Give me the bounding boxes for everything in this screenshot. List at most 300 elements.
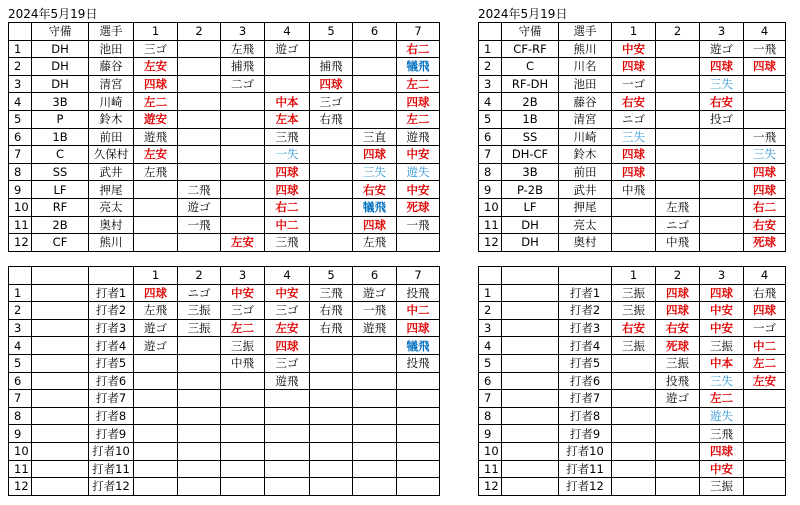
result-cell: 左二	[221, 319, 265, 337]
date-label-left: 2024年5月19日	[8, 7, 98, 21]
result-cell: 中二	[744, 337, 786, 355]
batter-table-left	[8, 266, 440, 496]
position-cell	[32, 372, 89, 390]
row-number: 10	[9, 442, 32, 460]
position-cell	[32, 337, 89, 355]
row-number: 5	[479, 110, 502, 128]
result-cell: 捕飛	[310, 58, 353, 76]
result-cell	[221, 198, 265, 216]
position-cell	[32, 442, 89, 460]
player-cell: 打者12	[89, 478, 134, 496]
result-cell	[612, 198, 656, 216]
result-cell	[397, 234, 440, 252]
result-cell	[353, 390, 397, 408]
result-cell: 四球	[700, 58, 744, 76]
result-cell	[310, 407, 353, 425]
result-cell	[178, 40, 221, 58]
table-row	[479, 216, 786, 234]
result-cell	[178, 93, 221, 111]
row-number: 11	[479, 216, 502, 234]
result-cell: 左二	[700, 390, 744, 408]
column-header: 6	[353, 267, 397, 285]
player-cell: 打者10	[559, 442, 612, 460]
column-header	[9, 23, 32, 41]
table-row	[9, 302, 440, 320]
result-cell: 四球	[265, 181, 310, 199]
table-row	[9, 198, 440, 216]
player-cell: 清宮	[89, 75, 134, 93]
table-row	[9, 93, 440, 111]
table-row	[479, 478, 786, 496]
result-cell: 一飛	[744, 40, 786, 58]
result-cell	[612, 216, 656, 234]
player-cell: 武井	[559, 181, 612, 199]
result-cell	[221, 390, 265, 408]
result-cell: 中安	[700, 302, 744, 320]
column-header: 5	[310, 23, 353, 41]
result-cell: 一飛	[744, 128, 786, 146]
row-number: 4	[479, 337, 502, 355]
position-cell: P-2B	[502, 181, 559, 199]
result-cell	[744, 110, 786, 128]
row-number: 3	[479, 75, 502, 93]
result-cell: 中本	[265, 93, 310, 111]
player-cell: 押尾	[89, 181, 134, 199]
row-number: 5	[9, 354, 32, 372]
result-cell	[134, 234, 178, 252]
result-cell	[612, 354, 656, 372]
player-cell: 熊川	[559, 40, 612, 58]
result-cell: 四球	[134, 75, 178, 93]
result-cell	[221, 163, 265, 181]
result-cell: 投ゴ	[700, 110, 744, 128]
position-cell: SS	[32, 163, 89, 181]
result-cell: 四球	[700, 442, 744, 460]
player-cell: 打者7	[89, 390, 134, 408]
result-cell	[353, 58, 397, 76]
result-cell: 四球	[265, 337, 310, 355]
row-number: 7	[9, 146, 32, 164]
table-row	[9, 110, 440, 128]
result-cell	[397, 425, 440, 443]
result-cell: 左安	[265, 319, 310, 337]
result-cell	[353, 40, 397, 58]
result-cell: 左二	[397, 110, 440, 128]
position-cell	[502, 407, 559, 425]
result-cell: 右二	[744, 198, 786, 216]
player-cell: 亮太	[559, 216, 612, 234]
column-header: 選手	[559, 23, 612, 41]
result-cell	[221, 372, 265, 390]
result-cell	[656, 163, 700, 181]
table-row	[479, 110, 786, 128]
result-cell	[612, 460, 656, 478]
result-cell: 右二	[265, 198, 310, 216]
player-cell: 奥村	[559, 234, 612, 252]
result-cell: 三飛	[700, 425, 744, 443]
position-cell: 1B	[32, 128, 89, 146]
result-cell	[134, 372, 178, 390]
result-cell	[221, 146, 265, 164]
result-cell	[656, 128, 700, 146]
result-cell	[178, 146, 221, 164]
position-cell: 3B	[502, 163, 559, 181]
row-number: 2	[479, 58, 502, 76]
header-row	[479, 23, 786, 41]
result-cell: 四球	[656, 284, 700, 302]
result-cell	[656, 146, 700, 164]
result-cell: 三振	[178, 319, 221, 337]
result-cell	[310, 390, 353, 408]
result-cell: 中安	[265, 284, 310, 302]
result-cell: 三ゴ	[221, 302, 265, 320]
result-cell: 一ゴ	[744, 319, 786, 337]
position-cell: DH	[502, 216, 559, 234]
result-cell	[178, 75, 221, 93]
result-cell: 遊ゴ	[353, 284, 397, 302]
result-cell: 三振	[612, 337, 656, 355]
result-cell	[353, 110, 397, 128]
player-cell: 打者11	[89, 460, 134, 478]
position-cell	[32, 354, 89, 372]
position-cell: C	[502, 58, 559, 76]
result-cell: 一飛	[178, 216, 221, 234]
result-cell: 中安	[700, 460, 744, 478]
row-number: 11	[9, 216, 32, 234]
result-cell: 遊ゴ	[178, 198, 221, 216]
result-cell: 遊飛	[353, 319, 397, 337]
table-row	[479, 442, 786, 460]
result-cell: 三直	[353, 128, 397, 146]
result-cell: 一飛	[397, 216, 440, 234]
result-cell: ニゴ	[612, 110, 656, 128]
position-cell	[502, 460, 559, 478]
position-cell	[502, 390, 559, 408]
row-number: 3	[479, 319, 502, 337]
result-cell: 遊ゴ	[265, 40, 310, 58]
row-number: 10	[479, 198, 502, 216]
result-cell	[612, 442, 656, 460]
result-cell: 中安	[700, 319, 744, 337]
result-cell: 左安	[744, 372, 786, 390]
result-cell: 四球	[744, 302, 786, 320]
result-cell	[744, 390, 786, 408]
header-row	[9, 23, 440, 41]
table-row	[479, 407, 786, 425]
result-cell	[178, 234, 221, 252]
position-cell: 3B	[32, 93, 89, 111]
result-cell: 四球	[265, 163, 310, 181]
result-cell: 左安	[134, 58, 178, 76]
result-cell: 右安	[744, 216, 786, 234]
position-cell	[32, 302, 89, 320]
result-cell	[178, 163, 221, 181]
player-cell: 打者8	[559, 407, 612, 425]
column-header: 3	[221, 23, 265, 41]
result-cell: 三失	[744, 146, 786, 164]
row-number: 12	[479, 478, 502, 496]
player-cell: 打者2	[89, 302, 134, 320]
position-cell	[32, 319, 89, 337]
result-cell: 中二	[265, 216, 310, 234]
result-cell	[310, 181, 353, 199]
row-number: 8	[9, 163, 32, 181]
result-cell	[134, 442, 178, 460]
column-header: 2	[178, 267, 221, 285]
result-cell	[612, 372, 656, 390]
player-cell: 清宮	[559, 110, 612, 128]
result-cell: 四球	[134, 284, 178, 302]
player-cell: 打者9	[89, 425, 134, 443]
table-row	[9, 407, 440, 425]
result-cell: 左飛	[353, 234, 397, 252]
row-number: 6	[9, 128, 32, 146]
table-row	[479, 198, 786, 216]
table-row	[9, 460, 440, 478]
player-cell: 打者6	[559, 372, 612, 390]
result-cell	[134, 425, 178, 443]
row-number: 11	[9, 460, 32, 478]
player-cell: 奥村	[89, 216, 134, 234]
result-cell	[612, 425, 656, 443]
row-number: 8	[479, 163, 502, 181]
result-cell	[178, 110, 221, 128]
result-cell	[700, 181, 744, 199]
result-cell	[178, 442, 221, 460]
column-header	[559, 267, 612, 285]
result-cell: 中安	[221, 284, 265, 302]
result-cell: 四球	[353, 146, 397, 164]
result-cell: 三振	[612, 284, 656, 302]
player-cell: 打者6	[89, 372, 134, 390]
table-row	[9, 58, 440, 76]
result-cell: 四球	[612, 146, 656, 164]
result-cell: 左二	[744, 354, 786, 372]
column-header: 7	[397, 23, 440, 41]
row-number: 1	[9, 40, 32, 58]
table-row	[9, 337, 440, 355]
result-cell: 中飛	[656, 234, 700, 252]
result-cell: 左飛	[134, 302, 178, 320]
player-cell: 前田	[559, 163, 612, 181]
result-cell	[265, 407, 310, 425]
position-cell	[32, 478, 89, 496]
row-number: 7	[479, 390, 502, 408]
result-cell	[265, 390, 310, 408]
result-cell	[134, 478, 178, 496]
result-cell	[134, 407, 178, 425]
position-cell: 1B	[502, 110, 559, 128]
result-cell	[700, 146, 744, 164]
result-cell: 右安	[612, 93, 656, 111]
row-number: 11	[479, 460, 502, 478]
row-number: 1	[479, 40, 502, 58]
result-cell: 四球	[397, 319, 440, 337]
column-header	[502, 267, 559, 285]
player-cell: 打者12	[559, 478, 612, 496]
result-cell	[178, 478, 221, 496]
result-cell	[353, 442, 397, 460]
result-cell	[353, 93, 397, 111]
table-row	[479, 372, 786, 390]
player-cell: 打者3	[559, 319, 612, 337]
result-cell: 三飛	[265, 234, 310, 252]
result-cell: 四球	[612, 58, 656, 76]
position-cell: LF	[32, 181, 89, 199]
table-row	[479, 40, 786, 58]
result-cell	[612, 407, 656, 425]
position-cell: CF	[32, 234, 89, 252]
result-cell	[310, 442, 353, 460]
player-cell: 打者2	[559, 302, 612, 320]
row-number: 3	[9, 75, 32, 93]
result-cell	[310, 40, 353, 58]
result-cell	[178, 425, 221, 443]
result-cell	[353, 372, 397, 390]
result-cell	[612, 390, 656, 408]
result-cell: 死球	[744, 234, 786, 252]
result-cell	[612, 478, 656, 496]
result-cell	[397, 390, 440, 408]
position-cell	[502, 442, 559, 460]
result-cell: 三ゴ	[134, 40, 178, 58]
result-cell	[397, 372, 440, 390]
row-number: 7	[479, 146, 502, 164]
table-row	[9, 234, 440, 252]
result-cell	[353, 407, 397, 425]
result-cell: 四球	[656, 302, 700, 320]
result-cell: 左二	[397, 75, 440, 93]
result-cell: ニゴ	[178, 284, 221, 302]
player-cell: 打者8	[89, 407, 134, 425]
result-cell: 遊安	[134, 110, 178, 128]
result-cell	[744, 407, 786, 425]
result-cell	[310, 163, 353, 181]
result-cell: 三飛	[265, 128, 310, 146]
row-number: 2	[479, 302, 502, 320]
position-cell	[502, 337, 559, 355]
result-cell	[178, 58, 221, 76]
result-cell	[656, 75, 700, 93]
position-cell: 2B	[502, 93, 559, 111]
column-header: 守備	[32, 23, 89, 41]
column-header: 選手	[89, 23, 134, 41]
result-cell	[310, 478, 353, 496]
result-cell	[397, 407, 440, 425]
position-cell: DH	[32, 40, 89, 58]
result-cell: 三失	[700, 75, 744, 93]
result-cell	[134, 216, 178, 234]
result-cell	[134, 181, 178, 199]
column-header: 5	[310, 267, 353, 285]
row-number: 12	[9, 478, 32, 496]
player-cell: 打者1	[559, 284, 612, 302]
position-cell	[32, 407, 89, 425]
position-cell	[502, 319, 559, 337]
table-row	[479, 425, 786, 443]
result-cell	[656, 181, 700, 199]
table-row	[479, 390, 786, 408]
result-cell	[656, 407, 700, 425]
table-row	[479, 284, 786, 302]
result-cell	[221, 216, 265, 234]
result-cell: 投飛	[656, 372, 700, 390]
result-cell: 左飛	[656, 198, 700, 216]
result-cell: 三失	[612, 128, 656, 146]
column-header	[479, 267, 502, 285]
row-number: 6	[479, 128, 502, 146]
table-row	[479, 181, 786, 199]
result-cell	[221, 181, 265, 199]
player-cell: 池田	[89, 40, 134, 58]
column-header: 2	[178, 23, 221, 41]
result-cell: 左二	[134, 93, 178, 111]
result-cell	[744, 460, 786, 478]
column-header: 7	[397, 267, 440, 285]
position-cell	[32, 390, 89, 408]
player-cell: 打者10	[89, 442, 134, 460]
result-cell	[178, 354, 221, 372]
result-cell: 遊ゴ	[134, 337, 178, 355]
position-cell: LF	[502, 198, 559, 216]
position-cell: RF-DH	[502, 75, 559, 93]
column-header: 2	[656, 267, 700, 285]
player-cell: 打者4	[559, 337, 612, 355]
position-cell	[502, 302, 559, 320]
result-cell: 三ゴ	[265, 302, 310, 320]
result-cell	[221, 478, 265, 496]
result-cell	[221, 442, 265, 460]
result-cell	[656, 460, 700, 478]
result-cell: 三振	[656, 354, 700, 372]
result-cell	[134, 198, 178, 216]
table-row	[479, 354, 786, 372]
result-cell: 死球	[397, 198, 440, 216]
table-row	[9, 146, 440, 164]
row-number: 3	[9, 319, 32, 337]
lineup-table-right	[478, 22, 786, 252]
result-cell	[221, 93, 265, 111]
player-cell: 打者3	[89, 319, 134, 337]
result-cell: 三振	[700, 337, 744, 355]
result-cell: 三ゴ	[310, 93, 353, 111]
result-cell: 捕飛	[221, 58, 265, 76]
player-cell: 打者7	[559, 390, 612, 408]
player-cell: 久保村	[89, 146, 134, 164]
result-cell	[744, 75, 786, 93]
result-cell	[744, 478, 786, 496]
player-cell: 打者4	[89, 337, 134, 355]
result-cell	[265, 460, 310, 478]
result-cell	[310, 198, 353, 216]
result-cell: 中飛	[612, 181, 656, 199]
result-cell	[397, 460, 440, 478]
result-cell	[310, 128, 353, 146]
row-number: 6	[9, 372, 32, 390]
table-row	[479, 93, 786, 111]
player-cell: 川崎	[559, 128, 612, 146]
position-cell	[32, 425, 89, 443]
table-row	[479, 234, 786, 252]
result-cell: 右安	[612, 319, 656, 337]
result-cell: 中飛	[221, 354, 265, 372]
result-cell: ニゴ	[656, 216, 700, 234]
player-cell: 藤谷	[559, 93, 612, 111]
player-cell: 打者11	[559, 460, 612, 478]
result-cell	[310, 460, 353, 478]
result-cell: 投飛	[397, 284, 440, 302]
table-row	[9, 442, 440, 460]
